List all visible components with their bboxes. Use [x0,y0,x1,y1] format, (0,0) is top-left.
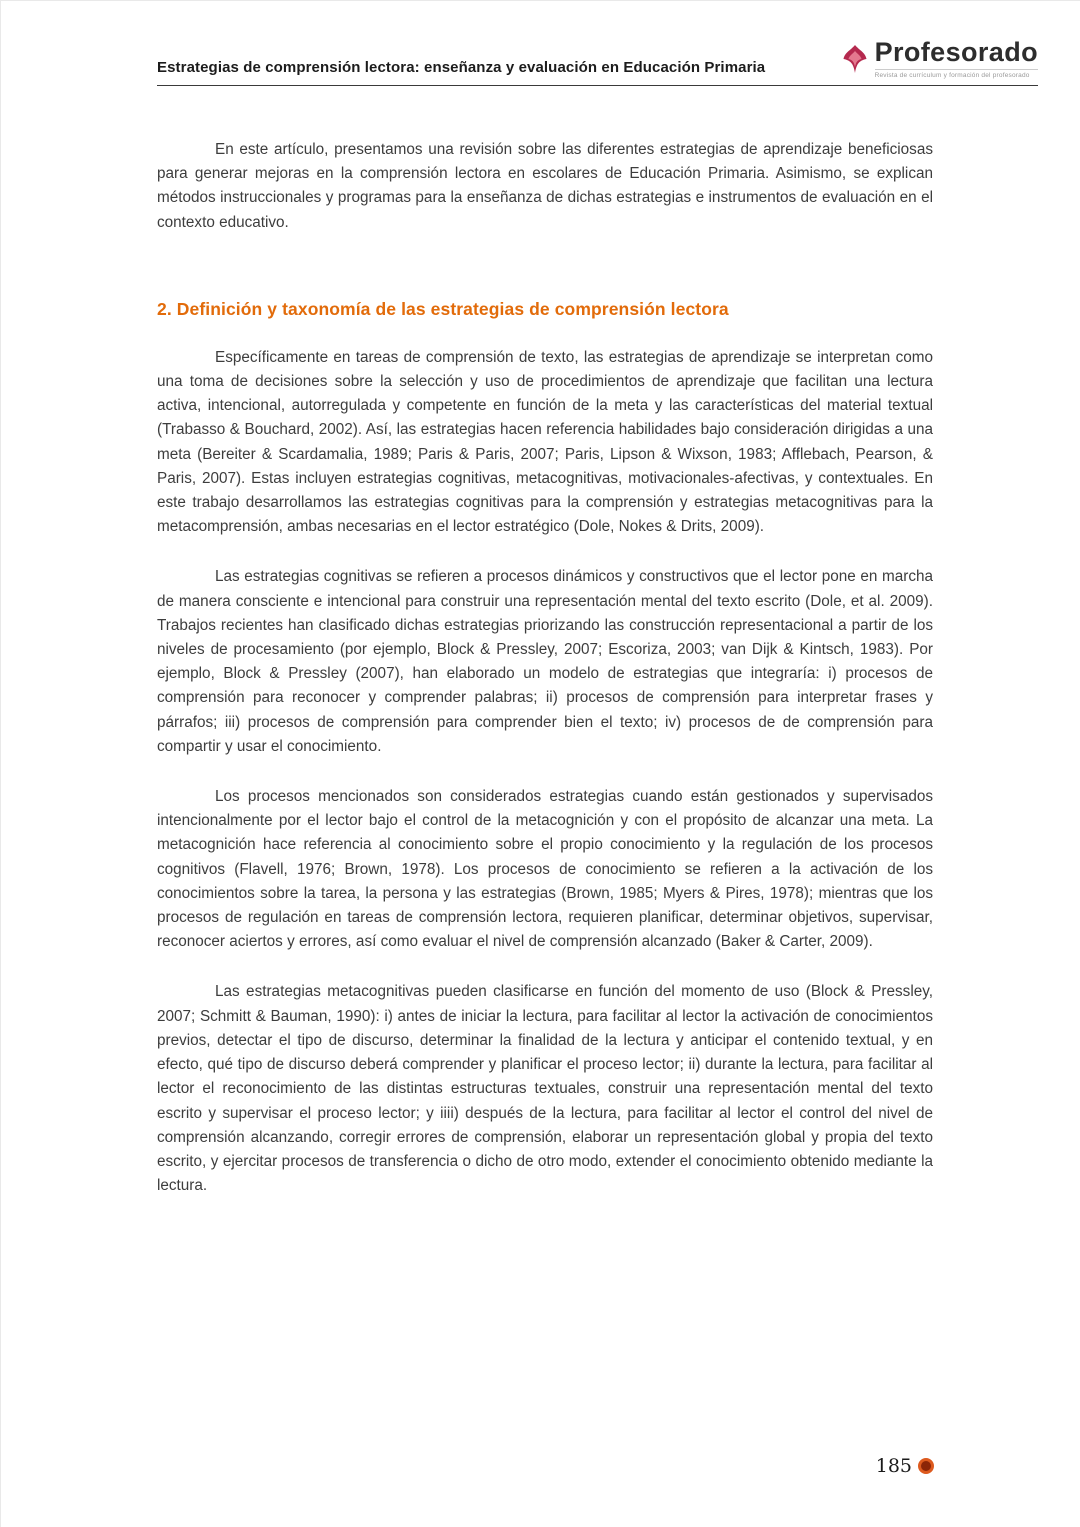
running-head: Estrategias de comprensión lectora: enseñanza y evaluación en Educación Primaria [157,59,766,76]
body-paragraph-4: Las estrategias metacognitivas pueden clasificarse en función del momento de uso (Block & Pressley, 2007; Schmitt & Bauman, 1990): i) antes de iniciar la lectura, para facilitar al lector la activación de conocimientos previos, detectar el tipo de discurso, determinar la finalidad de la lectura y anticipar el contenido textual, y en efecto, qué tipo de discurso deberá comprender y planificar el proceso lector; ii) durante la lectura, para facilitar al lector el reconocimiento de las distintas estructuras textuales, construir una representación mental del texto escrito y supervisar el proceso lector; y iiii) después de la lectura, para facilitar al lector el control del nivel de comprensión alcanzando, corregir errores de comprensión, elaborar un representación global y propia del texto escrito, y ejercitar procesos de transferencia o dicho de otro modo, extender el conocimiento obtenido mediante la lectura. [157,983,933,1195]
article-body [157,138,933,1198]
body-paragraph-2: Las estrategias cognitivas se refieren a procesos dinámicos y constructivos que el lector pone en marcha de manera consciente e intencional para construir una representación mental del texto escrito (Dole, et al. 2009). Trabajos recientes han clasificado dichas estrategias priorizando las construcción representacional a partir de los niveles de procesamiento (por ejemplo, Block & Pressley, 2007; Escoriza, 2003; van Dijk & Kintsch, 1983). Por ejemplo, Block & Pressley (2007), han elaborado un modelo de estrategias que integraría: i) procesos de comprensión para reconocer y comprender palabras; ii) procesos de comprensión para interpretar frases y párrafos; iii) procesos de comprensión para comprender bien el texto; iv) procesos de de comprensión para compartir y usar el conocimiento. [157,568,933,755]
page-header [157,1,1038,86]
journal-logo [838,39,1038,79]
profesorado-flower-icon [838,42,872,76]
abstract-paragraph: En este artículo, presentamos una revisión sobre las diferentes estrategias de aprendizaje beneficiosas para generar mejoras en la comprensión lectora en escolares de Educación Primaria. Asimismo, se explican métodos instruccionales y programas para la enseñanza de dichas estrategias e instrumentos de evaluación en el contexto educativo. [157,141,933,231]
body-paragraph-3: Los procesos mencionados son considerados estrategias cuando están gestionados y supervisados intencionalmente por el lector bajo el control de la metacognición y con el propósito de alcanzar una meta. La metacognición hace referencia al conocimiento sobre el propio conocimiento y la regulación de los procesos cognitivos (Flavell, 1976; Brown, 1978). Los procesos de conocimiento se refieren a la activación de los conocimientos sobre la tarea, la persona y las estrategias (Brown, 1985; Myers & Pires, 1978); mientras que los procesos de regulación en tareas de comprensión lectora, requieren planificar, determinar objetivos, supervisar, reconocer aciertos y errores, así como evaluar el nivel de comprensión alcanzado (Baker & Carter, 2009). [157,788,933,951]
journal-logo-text [875,39,1038,79]
body-paragraph-1: Específicamente en tareas de comprensión de texto, las estrategias de aprendizaje se interpretan como una toma de decisiones sobre la selección y uso de procedimientos de aprendizaje que facilitan una lectura activa, intencional, autorregulada y competente en función de la meta y las características del material textual (Trabasso & Bouchard, 2002). Así, las estrategias hacen referencia habilidades bajo consideración dirigidas a una meta (Bereiter & Scardamalia, 1989; Paris & Paris, 2007; Paris, Lipson & Wixson, 1983; Afflebach, Pearson, & Paris, 2007). Estas incluyen estrategias cognitivas, metacognitivas, motivacionales-afectivas, y contextuales. En este trabajo desarrollamos las estrategias cognitivas para la comprensión y estrategias metacognitivas para la metacomprensión, ambas necesarias en el lector estratégico (Dole, Nokes & Drits, 2009). [157,348,933,536]
page-footer [876,1455,934,1477]
page-number-dot [918,1458,934,1474]
page-number: 185 [875,1455,912,1477]
section-heading: 2. Definición y taxonomía de las estrategias de comprensión lectora [157,298,729,319]
journal-name: Profesorado [874,37,1038,67]
journal-subtitle: Revista de currículum y formación del profesorado [875,69,1038,79]
